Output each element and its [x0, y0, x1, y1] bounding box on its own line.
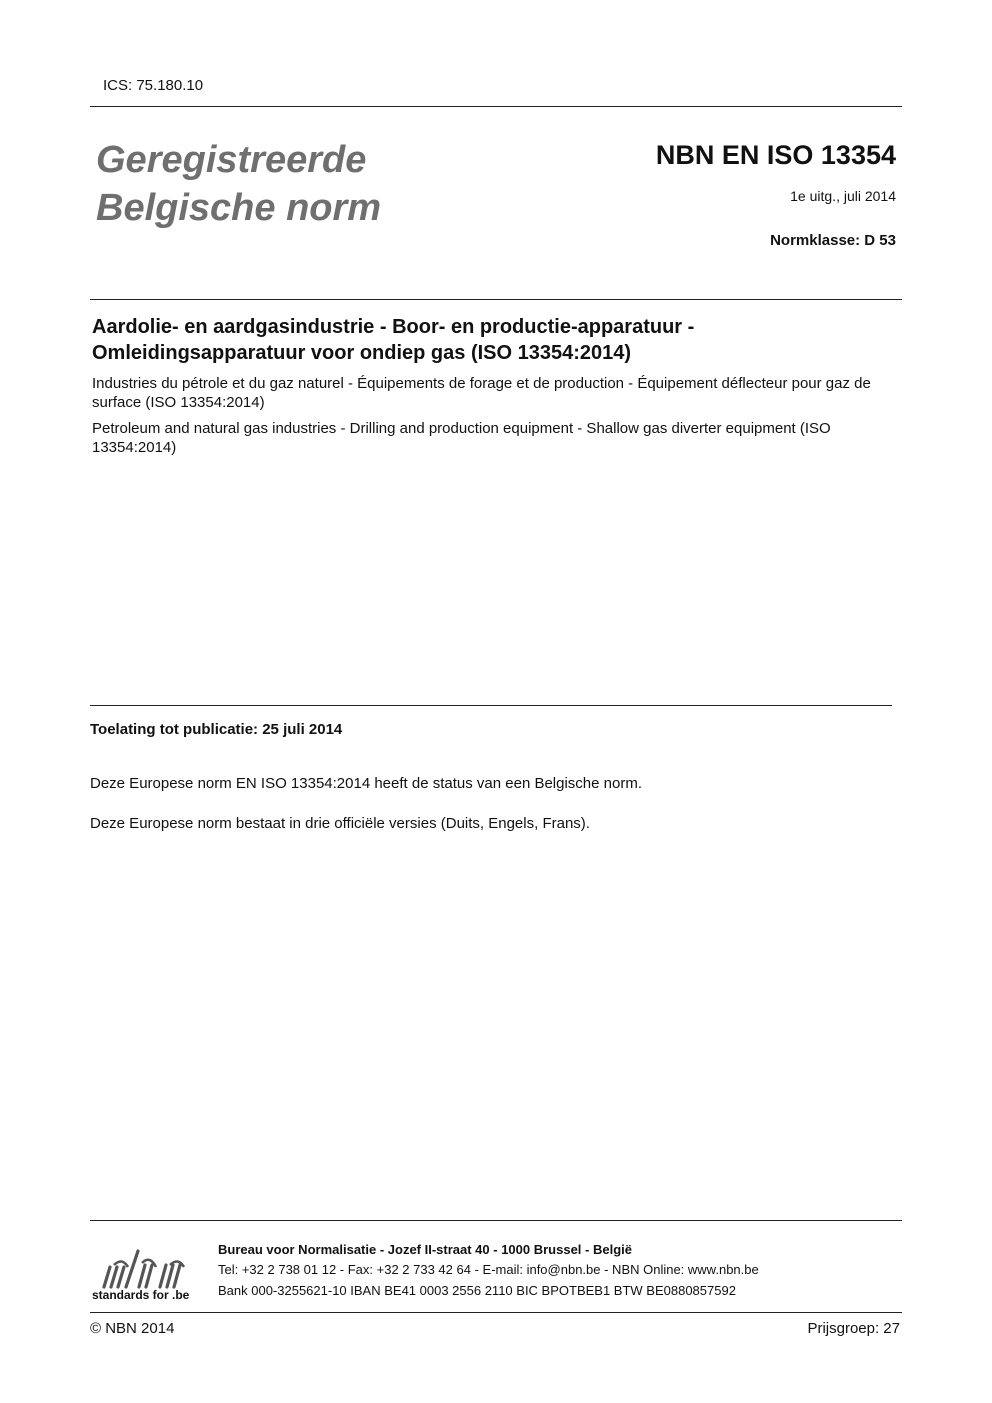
nbn-logo: [92, 1245, 210, 1305]
body-divider: [90, 705, 892, 706]
title-english: Petroleum and natural gas industries - Drilling and production equipment - Shallow gas diverter equipment (ISO 13354:2014): [92, 420, 831, 456]
title-divider: [90, 299, 902, 300]
title-french: Industries du pétrole et du gaz naturel - Équipements de forage et de production - Équipement déflecteur pour gaz de surface (ISO 13354:2014): [92, 375, 871, 411]
nbn-logo-mark: [92, 1245, 210, 1289]
organization-address: Bureau voor Normalisatie - Jozef II-straat 40 - 1000 Brussel - België: [218, 1242, 632, 1257]
copyright: © NBN 2014: [90, 1320, 175, 1337]
title-dutch: Aardolie- en aardgasindustrie - Boor- en productie-apparatuur - Omleidingsapparatuur voor ondiep gas (ISO 13354:2014): [92, 316, 695, 364]
registered-title-line1: Geregistreerde: [96, 139, 367, 181]
bank-info: Bank 000-3255621-10 IBAN BE41 0003 2556 2110 BIC BPOTBEB1 BTW BE0880857592: [218, 1283, 736, 1298]
logo-tagline: standards for .be: [92, 1288, 190, 1302]
standard-number: NBN EN ISO 13354: [655, 140, 896, 170]
norm-class: Normklasse: D 53: [770, 232, 896, 249]
status-statement: Deze Europese norm EN ISO 13354:2014 heeft de status van een Belgische norm.: [90, 775, 642, 792]
publication-approval: Toelating tot publicatie: 25 juli 2014: [90, 721, 343, 738]
registered-norm-title: [96, 136, 381, 232]
footer-divider-bottom: [90, 1312, 902, 1313]
ics-code: ICS: 75.180.10: [103, 77, 204, 94]
versions-statement: Deze Europese norm bestaat in drie officiële versies (Duits, Engels, Frans).: [90, 815, 590, 832]
header-divider: [90, 106, 902, 107]
edition-date: 1e uitg., juli 2014: [790, 188, 896, 204]
contact-info: Tel: +32 2 738 01 12 - Fax: +32 2 733 42 64 - E-mail: info@nbn.be - NBN Online: www.nbn.be: [218, 1262, 759, 1277]
footer-divider-top: [90, 1220, 902, 1221]
registered-title-line2: Belgische norm: [96, 187, 382, 229]
price-group: Prijsgroep: 27: [807, 1320, 900, 1337]
